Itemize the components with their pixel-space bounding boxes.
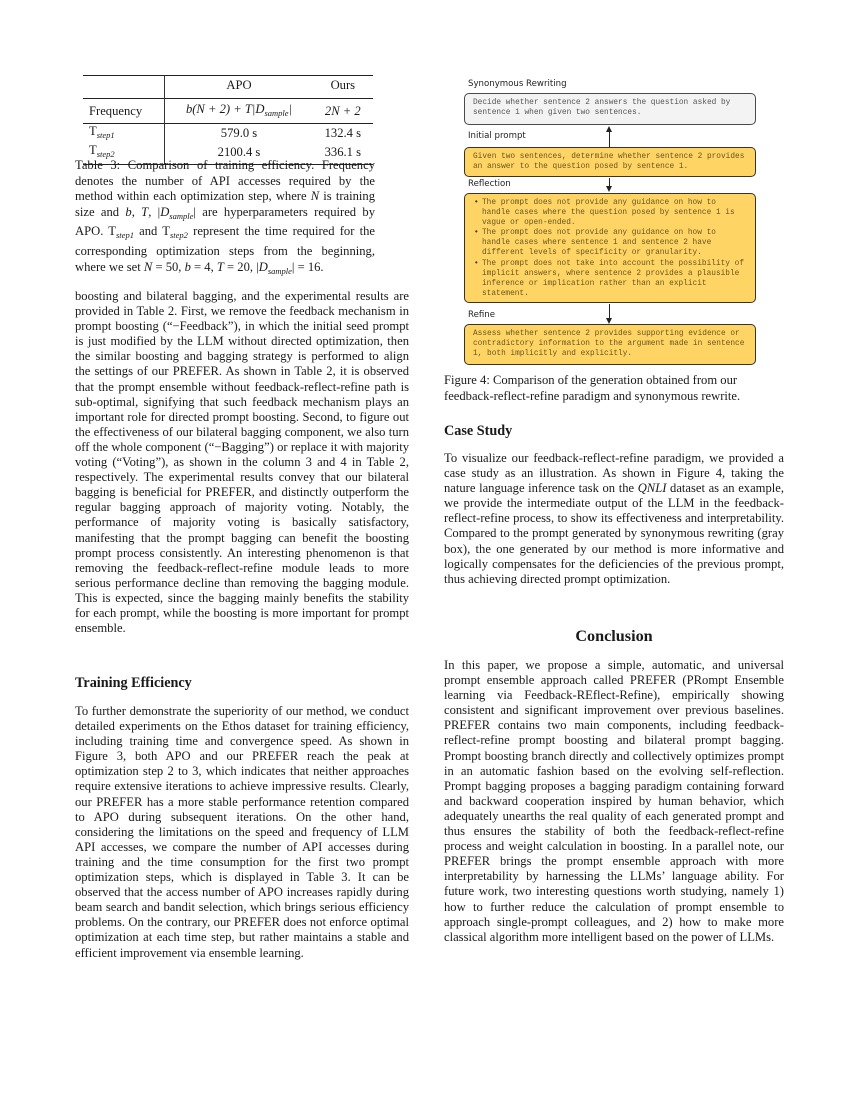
arrow-down-icon	[606, 186, 612, 192]
conclusion-heading: Conclusion	[575, 627, 653, 645]
training-efficiency-heading: Training Efficiency	[75, 675, 192, 691]
reflection-item: • The prompt does not take into account the possibility of implicit answers, where sentence 2 provides a plausible inference or implication rather than an explicit statement.	[482, 259, 747, 299]
cell-ours-tstep1: 132.4 s	[313, 124, 373, 144]
row-label-tstep1: $T_{step1}$	[83, 124, 165, 144]
label-reflection: Reflection	[468, 179, 511, 189]
table-header-empty	[83, 76, 165, 99]
refine-box: Assess whether sentence 2 provides supporting evidence or contradictory information to the argument made in sentence 1, both implicitly and explicitly.	[464, 324, 756, 365]
cell-ours-tstep2: 336.1 s	[313, 143, 373, 165]
cell-ours-frequency: 2N + 2	[313, 99, 373, 124]
arrow-up-icon	[606, 126, 612, 132]
reflection-item: • The prompt does not provide any guidance on how to handle cases where the question posed by sentence 1 is vague or open-ended.	[482, 198, 747, 228]
table-header-ours: Ours	[313, 76, 373, 99]
label-synonymous-rewriting: Synonymous Rewriting	[468, 79, 567, 89]
row-label-tstep2: $T_{step2}$	[83, 143, 165, 165]
reflection-list	[473, 198, 747, 299]
table-header-apo: APO	[165, 76, 313, 99]
table-row	[83, 124, 373, 144]
arrow-up-line	[609, 131, 610, 147]
case-study-heading: Case Study	[444, 423, 513, 439]
synonymous-rewriting-box: Decide whether sentence 2 answers the question asked by sentence 1 when given two sentences.	[464, 93, 756, 125]
initial-prompt-box: Given two sentences, determine whether sentence 2 provides an answer to the question posed by sentence 1.	[464, 147, 756, 177]
table-3-caption: Table 3: Comparison of training efficiency. Frequency denotes the number of API accesses required by the method within each optimization step, where N is training size and b, T, $|D_{sample}|$ are hyperparameters required by APO. $T_{step1}$ and $T_{step2}$ represent the time required for the corresponding optimization steps from the beginning, where we set N = 50, b = 4, T = 20, $|D_{sample}| = 16$.	[75, 158, 376, 276]
label-refine: Refine	[468, 310, 496, 320]
figure-4	[458, 75, 788, 375]
row-label-frequency: Frequency	[83, 99, 165, 124]
reflection-item: • The prompt does not provide any guidance on how to handle cases where sentence 1 and sentence 2 have different levels of specificity or granularity.	[482, 228, 747, 258]
table-3	[83, 75, 373, 165]
table-row	[83, 99, 373, 124]
cell-apo-tstep2: 2100.4 s	[165, 143, 313, 165]
reflection-box	[464, 193, 756, 303]
training-efficiency-body: To further demonstrate the superiority of our method, we conduct detailed experiments on the Ethos dataset for training efficiency, including training time and convergence speed. As shown in Figure 3, both APO and our PREFER reach the peak at optimization step 2 to 3, which indicates that neither approaches require extensive iterations to achieve impressive results. Clearly, our PREFER has a more stable performance retention compared to APO during subsequent iterations. On the other hand, considering the limitations on the speed and frequency of LLM API accesses, we compare the number of API accesses during training and the time consumption for the first two prompt optimization steps, which is displayed in Table 3. It can be observed that the access number of APO increases rapidly during beam search and bandit selection, which brings serious efficiency problems. On the contrary, our PREFER does not enforce optimal optimization at each time step, but rather maintains a stable and efficient improvement via ensemble learning.	[75, 704, 409, 960]
ablation-paragraph: boosting and bilateral bagging, and the experimental results are provided in Table 2. First, we remove the feedback mechanism in prompt boosting (“−Feedback”), in which the initial seed prompt is just modified by the LLM without directed optimization, then the similar boosting and bagging strategy is performed to align the settings of our PREFER. As shown in Table 2, it is observed that the prompt ensemble without feedback-reflect-refine path is sub-optimal, signifying that such feedback mechanism plays an important role for directed prompt boosting. Second, to figure out the effectiveness of our bilateral bagging component, we also turn off the whole component (“−Bagging”) or replace it with majority voting (“Voting”), as shown in the column 3 and 4 in Table 2, respectively. The experimental results convey that our bilateral bagging is beneficial for PREFER, and distinctly outperform the regular bagging approach of majority voting. Notably, the performance of majority voting is basically satisfactory, manifesting that the prompt bagging can benefit the boosting prompt process consistently. An interesting phenomenon is that removing the feedback-reflect-refine module leads to more serious performance decline than removing the bagging module. This is expected, since the bagging mainly benefits the stability for each prompt, while the boosting is more important for prompt ensemble.	[75, 289, 409, 636]
figure-4-caption: Figure 4: Comparison of the generation obtained from our feedback-reflect-refine paradigm and synonymous rewrite.	[444, 373, 741, 403]
label-initial-prompt: Initial prompt	[468, 131, 526, 141]
conclusion-body: In this paper, we propose a simple, automatic, and universal prompt ensemble approach called PREFER (PRompt Ensemble learning via Feedback-REflect-Refine), empirically showing consistent and significant improvement over previous baselines. PREFER contains two main components, including feedback-reflect-refine prompt boosting and bilateral prompt bagging. Prompt boosting branch directly and collectively optimizes prompt in an automatic fashion based on the evolving self-reflection. Prompt bagging proposes a bagging paradigm containing forward and backward cooperation inspired by human behavior, which adequately unearths the real quality of each generated prompt and thus ensures the stability of both the feedback-reflect-refine process and weight calculation in boosting. In a parallel note, our PREFER brings the prompt ensemble approach with more interpretability by harnessing the LLMs’ language ability. For future work, two interesting questions worth studying, namely 1) how to further reduce the calculation of prompt ensemble to approach single-prompt colleagues, and 2) how to make more classical algorithm more intelligent based on the power of LLMs.	[444, 658, 784, 944]
cell-apo-tstep1: 579.0 s	[165, 124, 313, 144]
case-study-body: To visualize our feedback-reflect-refine paradigm, we provided a case study as an illustration. As shown in Figure 4, taking the nature language inference task on the QNLI dataset as an example, we provide the intermediate output of the LLM in the feedback-reflect-refine process, to show its effectiveness and interpretability. Compared to the prompt generated by synonymous rewriting (gray box), the one generated by our method is more informative and logically compensates for the deficiencies of the previous prompt, thus achieving directed prompt optimization.	[444, 451, 784, 586]
cell-apo-frequency: $b(N + 2) + T|D_{sample}|$	[165, 99, 313, 124]
